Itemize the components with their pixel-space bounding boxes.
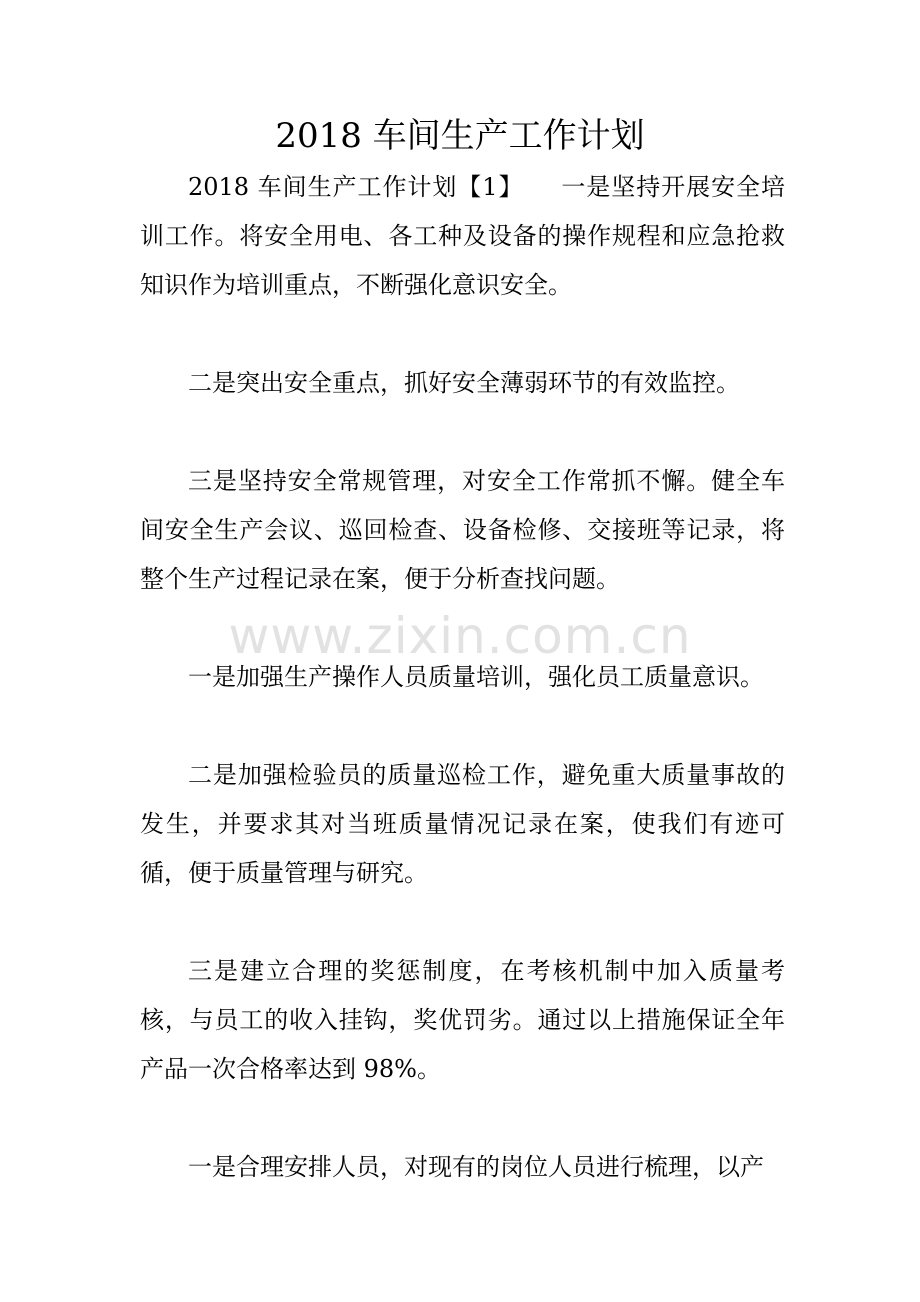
paragraph-1: 2018 车间生产工作计划【1】 一是坚持开展安全培训工作。将安全用电、各工种及设备的操作规程和应急抢救知识作为培训重点，不断强化意识安全。 [140,173,785,299]
paragraph-7: 一是合理安排人员，对现有的岗位人员进行梳理，以产 [188,1153,764,1181]
paragraph-3: 三是坚持安全常规管理，对安全工作常抓不懈。健全车间安全生产会议、巡回检查、设备检修、交接班等记录，将整个生产过程记录在案，便于分析查找问题。 [140,467,785,593]
paragraph-4: 一是加强生产操作人员质量培训，强化员工质量意识。 [188,663,764,691]
paragraph-6: 三是建立合理的奖惩制度，在考核机制中加入质量考核，与员工的收入挂钩，奖优罚劣。通过以上措施保证全年产品一次合格率达到 98%。 [140,957,785,1083]
document-body [140,163,785,1192]
watermark: www.zixin.com.cn [228,607,692,665]
paragraph-5: 二是加强检验员的质量巡检工作，避免重大质量事故的发生，并要求其对当班质量情况记录在案，使我们有迹可循，便于质量管理与研究。 [140,761,785,887]
document-title: 2018 车间生产工作计划 [275,116,645,156]
paragraph-2: 二是突出安全重点，抓好安全薄弱环节的有效监控。 [188,369,740,397]
